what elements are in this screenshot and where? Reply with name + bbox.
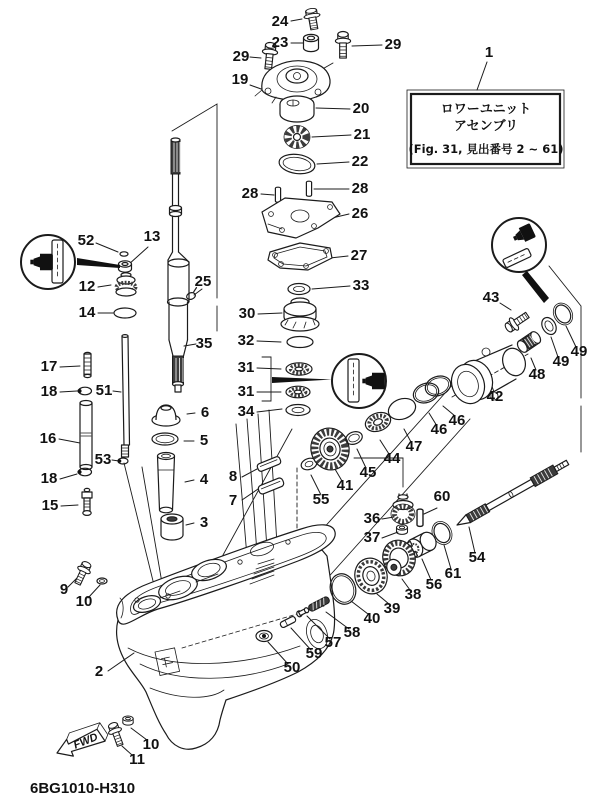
clip-53 [118,458,128,464]
callout-45: 45 [359,464,377,481]
callout-31a: 31 [237,359,255,376]
outer-plate-26 [262,198,340,238]
callout-55: 55 [312,491,330,508]
callout-33: 33 [352,277,370,294]
bolt-29-right [335,32,350,59]
callout-8: 8 [228,468,238,485]
nut-13 [119,261,132,272]
callout-50: 50 [283,659,301,676]
callout-24: 24 [271,13,289,30]
callout-19: 19 [231,71,249,88]
nut-37 [396,525,407,535]
callout-42: 42 [486,388,504,405]
callout-10a: 10 [75,593,93,610]
gasket-27 [268,243,332,270]
callout-36: 36 [363,510,381,527]
stud-17 [84,352,91,377]
key-8 [256,456,281,472]
callout-21: 21 [353,126,371,143]
info-box-line1: ロワーユニット [440,102,532,117]
callout-20: 20 [352,100,370,117]
pump-cup-20 [280,96,314,122]
callout-3: 3 [199,514,209,531]
callout-14: 14 [78,304,96,321]
callout-16: 16 [39,430,57,447]
callout-7: 7 [228,492,238,509]
callout-35: 35 [195,335,213,352]
fwd-label: FWD [71,731,100,752]
callout-46a: 46 [430,421,448,438]
fwd-arrow-icon [52,720,111,762]
callout-60: 60 [433,488,451,505]
callout-29b: 29 [384,36,402,53]
callout-1: 1 [484,44,494,61]
callout-32: 32 [237,332,255,349]
callout-61: 61 [444,565,462,582]
sleeve-4 [158,453,175,513]
callout-54: 54 [468,549,486,566]
o-ring-14 [114,308,136,318]
seal-49-a [539,315,559,337]
bushing-3 [161,514,183,540]
callout-57: 57 [324,634,342,651]
callout-12: 12 [78,278,96,295]
o-ring-5 [152,433,178,445]
callout-52: 52 [77,232,95,249]
callout-47: 47 [405,438,423,455]
callout-44: 44 [383,450,401,467]
callout-25: 25 [194,273,212,290]
clip-18-upper [77,387,91,395]
callout-17: 17 [40,358,58,375]
bolt-11 [106,721,127,748]
callout-51: 51 [95,382,113,399]
callout-28a: 28 [241,185,259,202]
callout-5: 5 [199,432,209,449]
propeller-shaft-54 [455,458,570,529]
callout-49b: 49 [570,343,588,360]
tube-16 [80,401,92,470]
bolt-9 [71,559,93,586]
callout-27: 27 [350,247,368,264]
o-ring-46-b [423,373,454,400]
washer-34 [286,405,310,416]
gasket-22 [278,152,316,176]
callout-26: 26 [351,205,369,222]
callout-37: 37 [363,529,381,546]
info-box-line2: アセンブリ [453,119,519,134]
callout-22: 22 [351,153,369,170]
callout-6: 6 [200,404,210,421]
seal-33 [288,284,310,295]
bolt-24 [303,7,322,30]
callout-18b: 18 [40,470,58,487]
callout-41: 41 [336,477,354,494]
key-7 [257,477,284,495]
callout-29a: 29 [232,48,250,65]
grease-nipple-15 [82,488,92,515]
callout-13: 13 [143,228,161,245]
callout-49a: 49 [552,353,570,370]
info-box [407,90,564,168]
bearing-31-lower [286,386,310,398]
callout-15: 15 [41,497,59,514]
callout-30: 30 [238,305,256,322]
grease-callout-middle [332,354,386,408]
collar-12 [116,273,136,296]
shift-rod-51 [122,335,130,457]
callout-2: 2 [94,663,104,680]
callout-48: 48 [528,366,546,383]
callout-34: 34 [237,403,255,420]
callout-4: 4 [199,471,209,488]
cap-nut-23 [304,34,319,51]
callout-28b: 28 [351,180,369,197]
callout-39: 39 [383,600,401,617]
washer-52 [120,252,128,256]
callout-46b: 46 [448,412,466,429]
drive-shaft-35 [168,138,190,392]
bolt-43 [503,309,532,335]
lower-casing [117,525,336,749]
callout-23: 23 [271,34,289,51]
cap-6 [152,405,180,426]
callout-59: 59 [305,645,323,662]
callout-56: 56 [425,576,443,593]
callout-53: 53 [94,451,112,468]
oil-seal-housing-30 [281,298,319,331]
callout-40: 40 [363,610,381,627]
callout-10b: 10 [142,736,160,753]
cross-pin-60 [417,509,423,526]
info-box-line3: (Fig. 31, 見出番号 2 ~ 61) [408,142,564,156]
callout-31b: 31 [237,383,255,400]
bearing-31-upper [286,363,312,375]
pinion-gear-36 [391,494,415,524]
dowel-pin-28-left [275,187,280,202]
callout-18a: 18 [40,383,58,400]
impeller-21 [284,126,310,149]
drawing-code: 6BG1010-H310 [30,780,136,797]
anode-plug-50 [256,631,272,642]
dowel-pin-28-right [306,181,311,196]
callout-58: 58 [343,624,361,641]
o-ring-32 [287,337,313,348]
seal-49-b [549,300,576,329]
callout-38: 38 [404,586,422,603]
callout-43: 43 [482,289,500,306]
nut-10-lower [123,716,133,725]
callout-9: 9 [59,581,69,598]
washer-10-upper [97,578,107,584]
grease-callout-left [21,235,75,289]
callout-11: 11 [129,751,145,768]
grease-callout-right [492,218,546,272]
